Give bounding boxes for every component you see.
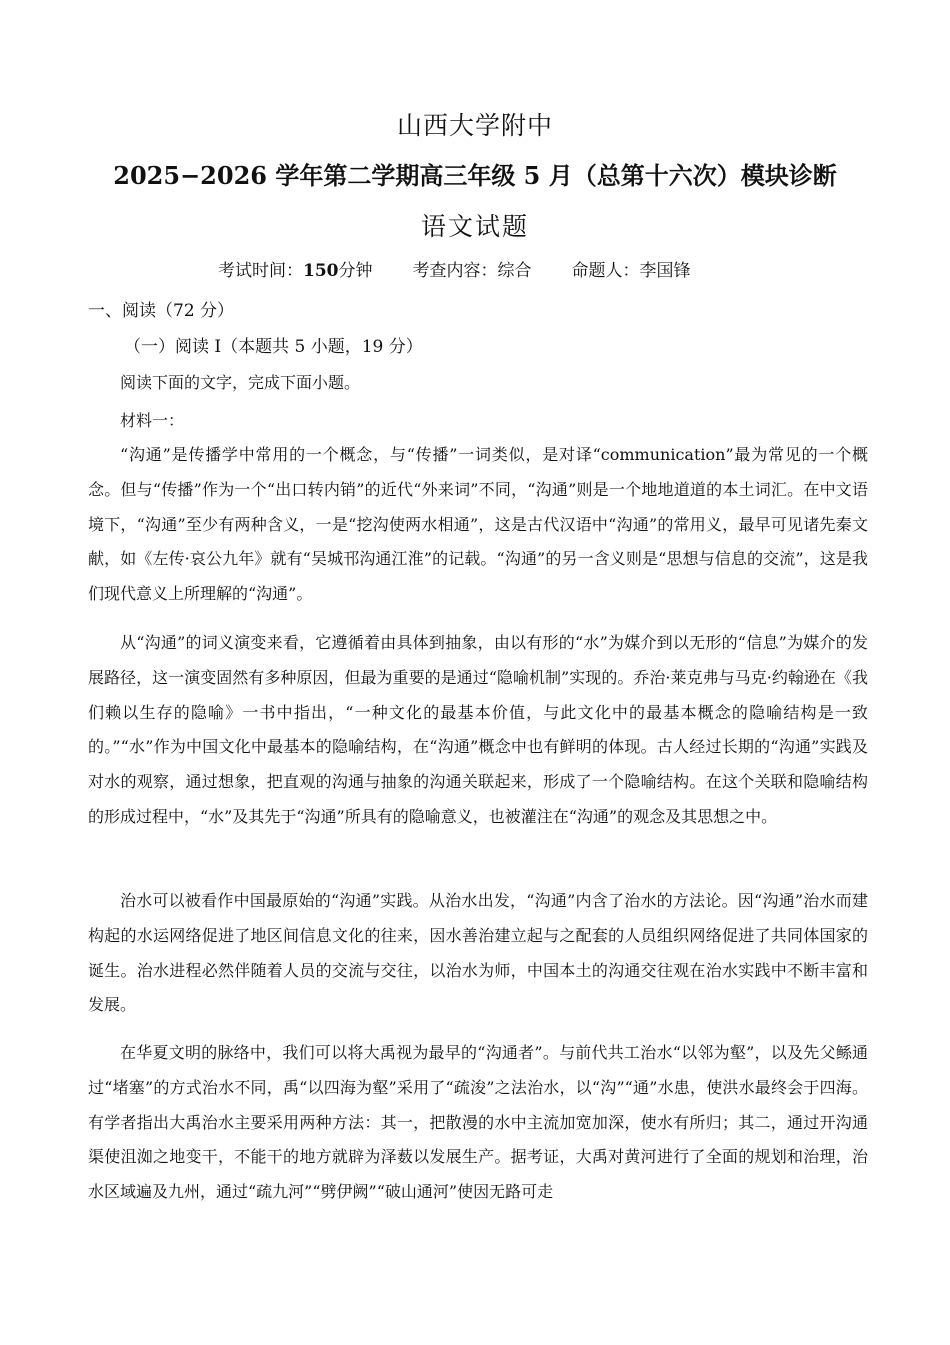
subject-title: 语文试题 — [420, 212, 529, 241]
exam-author: 命题人：李国锋 — [571, 261, 691, 281]
material-label: 材料一： — [120, 411, 185, 430]
exam-info-line — [218, 256, 691, 281]
exam-time-label: 考试时间： — [218, 261, 303, 281]
reading-instruction: 阅读下面的文字，完成下面小题。 — [120, 373, 361, 392]
exam-content: 考查内容：综合 — [412, 261, 532, 281]
paragraph-text: 从“沟通”的词义演变来看，它遵循着由具体到抽象，由以有形的“水”为媒介到以无形的“信息”为媒介的发展路径，这一演变固然有多种原因，但最为重要的是通过“隐喻机制”实现的。乔治·莱克弗与马克·约翰逊在《我们赖以生存的隐喻》一书中指出，“一种文化的最基本价值，与此文化中的最基本概念的隐喻结构是一致的。”“水”作为中国文化中最基本的隐喻结构，在“沟通”概念中也有鲜明的体现。古人经过长期的“沟通”实践及对水的观察，通过想象，把直观的沟通与抽象的沟通关联起来，形成了一个隐喻结构。在这个关联和隐喻结构的形成过程中，“水”及其先于“沟通”所具有的隐喻意义，也被灌注在“沟通”的观念及其思想之中。 — [88, 633, 868, 826]
paragraph-2 — [88, 626, 868, 835]
section-title: 一、阅读（72 分） — [88, 301, 235, 321]
paragraph-3 — [88, 884, 868, 1023]
paragraph-1 — [88, 438, 868, 612]
paragraph-text: 治水可以被看作中国最原始的“沟通”实践。从治水出发，“沟通”内含了治水的方法论。因“沟通”治水而建构起的水运网络促进了地区间信息文化的往来，因水善治建立起与之配套的人员组织网络促进了共同体国家的诞生。治水进程必然伴随着人员的交流与交往，以治水为师，中国本土的沟通交往观在治水实践中不断丰富和发展。 — [88, 891, 868, 1015]
school-name: 山西大学附中 — [396, 111, 553, 140]
paragraph-4 — [88, 1036, 868, 1210]
subsection-title: （一）阅读 I（本题共 5 小题，19 分） — [124, 337, 423, 357]
paragraph-text: “沟通”是传播学中常用的一个概念，与“传播”一词类似，是对译“communication”最为常见的一个概念。但与“传播”作为一个“出口转内销”的近代“外来词”不同，“沟通”则是一个地地道道的本土词汇。在中文语境下，“沟通”至少有两种含义，一是“挖沟使两水相通”，这是古代汉语中“沟通”的常用义，最早可见诸先秦文献，如《左传·哀公九年》就有“吴城邗沟通江淮”的记载。“沟通”的另一含义则是“思想与信息的交流”，这是我们现代意义上所理解的“沟通”。 — [88, 445, 868, 604]
exam-time-unit: 分钟 — [338, 261, 373, 281]
paragraph-text: 在华夏文明的脉络中，我们可以将大禹视为最早的“沟通者”。与前代共工治水“以邻为壑”，以及先父鲧通过“堵塞”的方式治水不同，禹“以四海为壑”采用了“疏浚”之法治水，以“沟”“通”水患，使洪水最终会于四海。有学者指出大禹治水主要采用两种方法：其一，把散漫的水中主流加宽加深，使水有所归；其二，通过开沟通渠使沮洳之地变干，不能干的地方就辟为泽薮以发展生产。据考证，大禹对黄河进行了全面的规划和治理，治水区域遍及九州，通过“疏九河”“劈伊阙”“破山通河”使因无路可走 — [88, 1043, 868, 1202]
exam-title: 2025−2026 学年第二学期高三年级 5 月（总第十六次）模块诊断 — [113, 161, 837, 190]
exam-time-value: 150 — [303, 261, 339, 281]
